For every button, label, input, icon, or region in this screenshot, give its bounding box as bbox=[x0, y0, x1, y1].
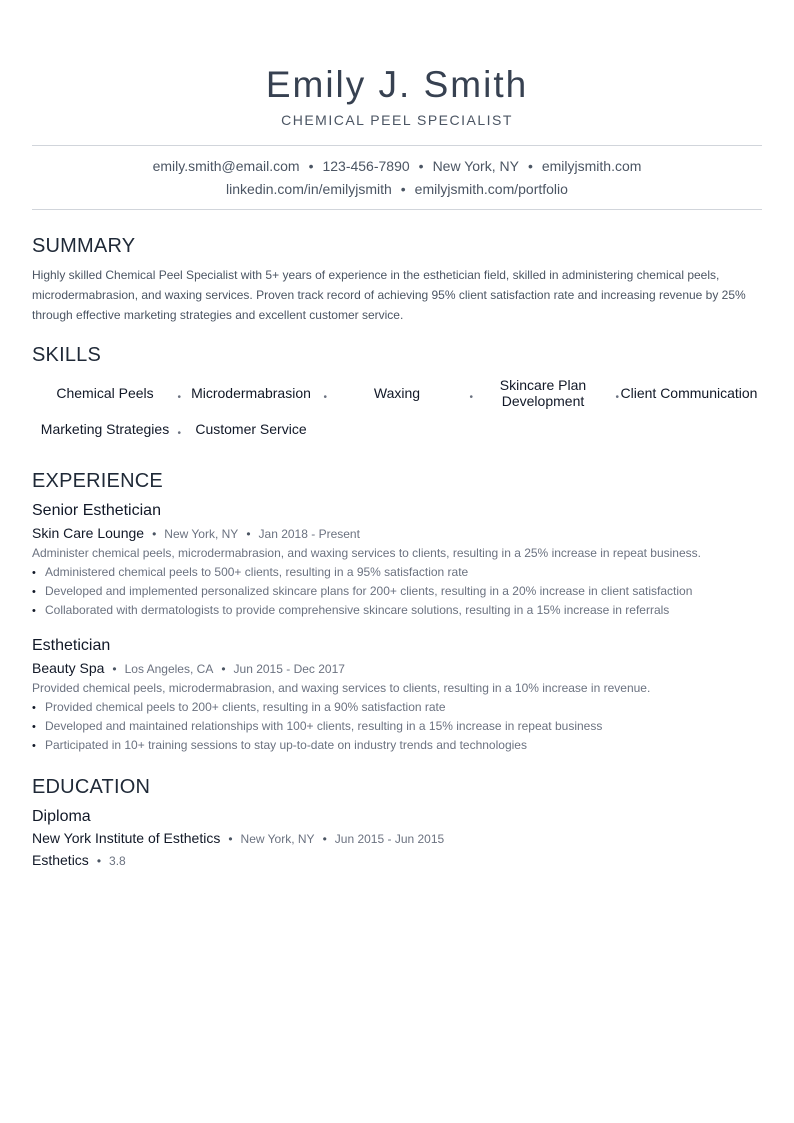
job-location: Los Angeles, CA bbox=[124, 662, 214, 676]
contact-separator: • bbox=[527, 158, 533, 174]
contact-portfolio[interactable]: emilyjsmith.com/portfolio bbox=[414, 181, 568, 197]
summary-section bbox=[32, 234, 762, 325]
job-bullet: • Developed and implemented personalized skincare plans for 200+ clients, resulting in a 20% increase in client satisfaction bbox=[32, 582, 762, 601]
job-description: Provided chemical peels, microdermabrasion, and waxing services to clients, resulting in a 10% increase in revenue. bbox=[32, 681, 651, 695]
job-bullet: • Developed and maintained relationships with 100+ clients, resulting in a 15% increase in repeat business bbox=[32, 717, 762, 736]
job-location: New York, NY bbox=[164, 527, 239, 541]
skill-separator: • bbox=[177, 428, 181, 439]
summary-text: Highly skilled Chemical Peel Specialist with 5+ years of experience in the esthetician field, skilled in administering chemical peels, microdermabrasion, and waxing services. Proven track record of achieving 95% client satisfaction rate and increasing revenue by 25% through effective marketing strategies and excellent customer service. bbox=[32, 268, 746, 322]
skill-item bbox=[178, 375, 327, 411]
job-bullet: • Participated in 10+ training sessions to stay up-to-date on industry trends and technologies bbox=[32, 736, 762, 755]
contact-separator: • bbox=[400, 181, 406, 197]
skill-separator: • bbox=[177, 392, 181, 403]
experience-section bbox=[32, 469, 762, 755]
skill-label: Customer Service bbox=[195, 421, 307, 437]
job-bullets bbox=[32, 563, 762, 620]
education-meta bbox=[32, 828, 762, 849]
contact-row-1 bbox=[32, 155, 762, 178]
job-bullet: • Collaborated with dermatologists to provide comprehensive skincare solutions, resulting in a 15% increase in referrals bbox=[32, 601, 762, 620]
skill-item bbox=[32, 375, 181, 411]
contact-row-2 bbox=[32, 178, 762, 201]
skill-label: Chemical Peels bbox=[56, 385, 154, 401]
skill-item bbox=[178, 411, 324, 447]
education-location: New York, NY bbox=[240, 832, 315, 846]
skill-item bbox=[470, 375, 619, 411]
contact-bar bbox=[32, 145, 762, 210]
skill-label: Marketing Strategies bbox=[40, 421, 170, 437]
job-title-heading: CHEMICAL PEEL SPECIALIST bbox=[281, 112, 513, 128]
meta-separator: • bbox=[228, 832, 233, 846]
contact-phone[interactable]: 123-456-7890 bbox=[322, 158, 410, 174]
skill-item bbox=[616, 375, 762, 411]
summary-heading: SUMMARY bbox=[32, 235, 136, 257]
job-meta bbox=[32, 658, 762, 679]
contact-email[interactable]: emily.smith@email.com bbox=[152, 158, 300, 174]
meta-separator: • bbox=[246, 527, 251, 541]
skills-heading: SKILLS bbox=[32, 344, 102, 366]
meta-separator: • bbox=[112, 662, 117, 676]
skill-label: Skincare Plan Development bbox=[499, 377, 587, 409]
job-title: Esthetician bbox=[32, 637, 111, 654]
skills-grid bbox=[32, 375, 762, 447]
skill-item bbox=[324, 375, 473, 411]
meta-separator: • bbox=[96, 854, 102, 868]
job-dates: Jun 2015 - Dec 2017 bbox=[233, 662, 345, 676]
job-dates: Jan 2018 - Present bbox=[258, 527, 360, 541]
meta-separator: • bbox=[221, 662, 226, 676]
contact-linkedin[interactable]: linkedin.com/in/emilyjsmith bbox=[226, 181, 392, 197]
job-title: Senior Esthetician bbox=[32, 502, 161, 519]
meta-separator: • bbox=[322, 832, 327, 846]
candidate-name: Emily J. Smith bbox=[265, 64, 529, 105]
job-meta bbox=[32, 523, 762, 544]
job-company: Skin Care Lounge bbox=[32, 525, 145, 541]
skill-label: Client Communication bbox=[620, 385, 758, 401]
education-section bbox=[32, 775, 762, 871]
education-field: Esthetics bbox=[32, 852, 89, 868]
job-entry bbox=[32, 501, 762, 620]
education-heading: EDUCATION bbox=[32, 776, 151, 798]
job-entry bbox=[32, 636, 762, 755]
contact-website[interactable]: emilyjsmith.com bbox=[541, 158, 642, 174]
education-entry bbox=[32, 807, 762, 871]
education-school: New York Institute of Esthetics bbox=[32, 830, 221, 846]
education-field-row bbox=[32, 850, 762, 871]
contact-location: New York, NY bbox=[432, 158, 519, 174]
experience-heading: EXPERIENCE bbox=[32, 470, 163, 492]
skill-separator: • bbox=[323, 392, 327, 403]
education-dates: Jun 2015 - Jun 2015 bbox=[334, 832, 445, 846]
education-gpa: 3.8 bbox=[109, 854, 126, 868]
skill-label: Microdermabrasion bbox=[191, 385, 311, 401]
contact-separator: • bbox=[308, 158, 314, 174]
skill-label: Waxing bbox=[373, 385, 421, 401]
job-company: Beauty Spa bbox=[32, 660, 105, 676]
skill-item bbox=[32, 411, 181, 447]
skills-section bbox=[32, 343, 762, 447]
job-description: Administer chemical peels, microdermabrasion, and waxing services to clients, resulting in a 25% increase in repeat business. bbox=[32, 546, 701, 560]
contact-separator: • bbox=[418, 158, 424, 174]
meta-separator: • bbox=[152, 527, 157, 541]
job-bullet: • Administered chemical peels to 500+ clients, resulting in a 95% satisfaction rate bbox=[32, 563, 762, 582]
skill-separator: • bbox=[615, 392, 619, 403]
skill-separator: • bbox=[469, 392, 473, 403]
education-degree: Diploma bbox=[32, 808, 91, 825]
job-bullet: • Provided chemical peels to 200+ clients, resulting in a 90% satisfaction rate bbox=[32, 698, 762, 717]
job-bullets bbox=[32, 698, 762, 755]
